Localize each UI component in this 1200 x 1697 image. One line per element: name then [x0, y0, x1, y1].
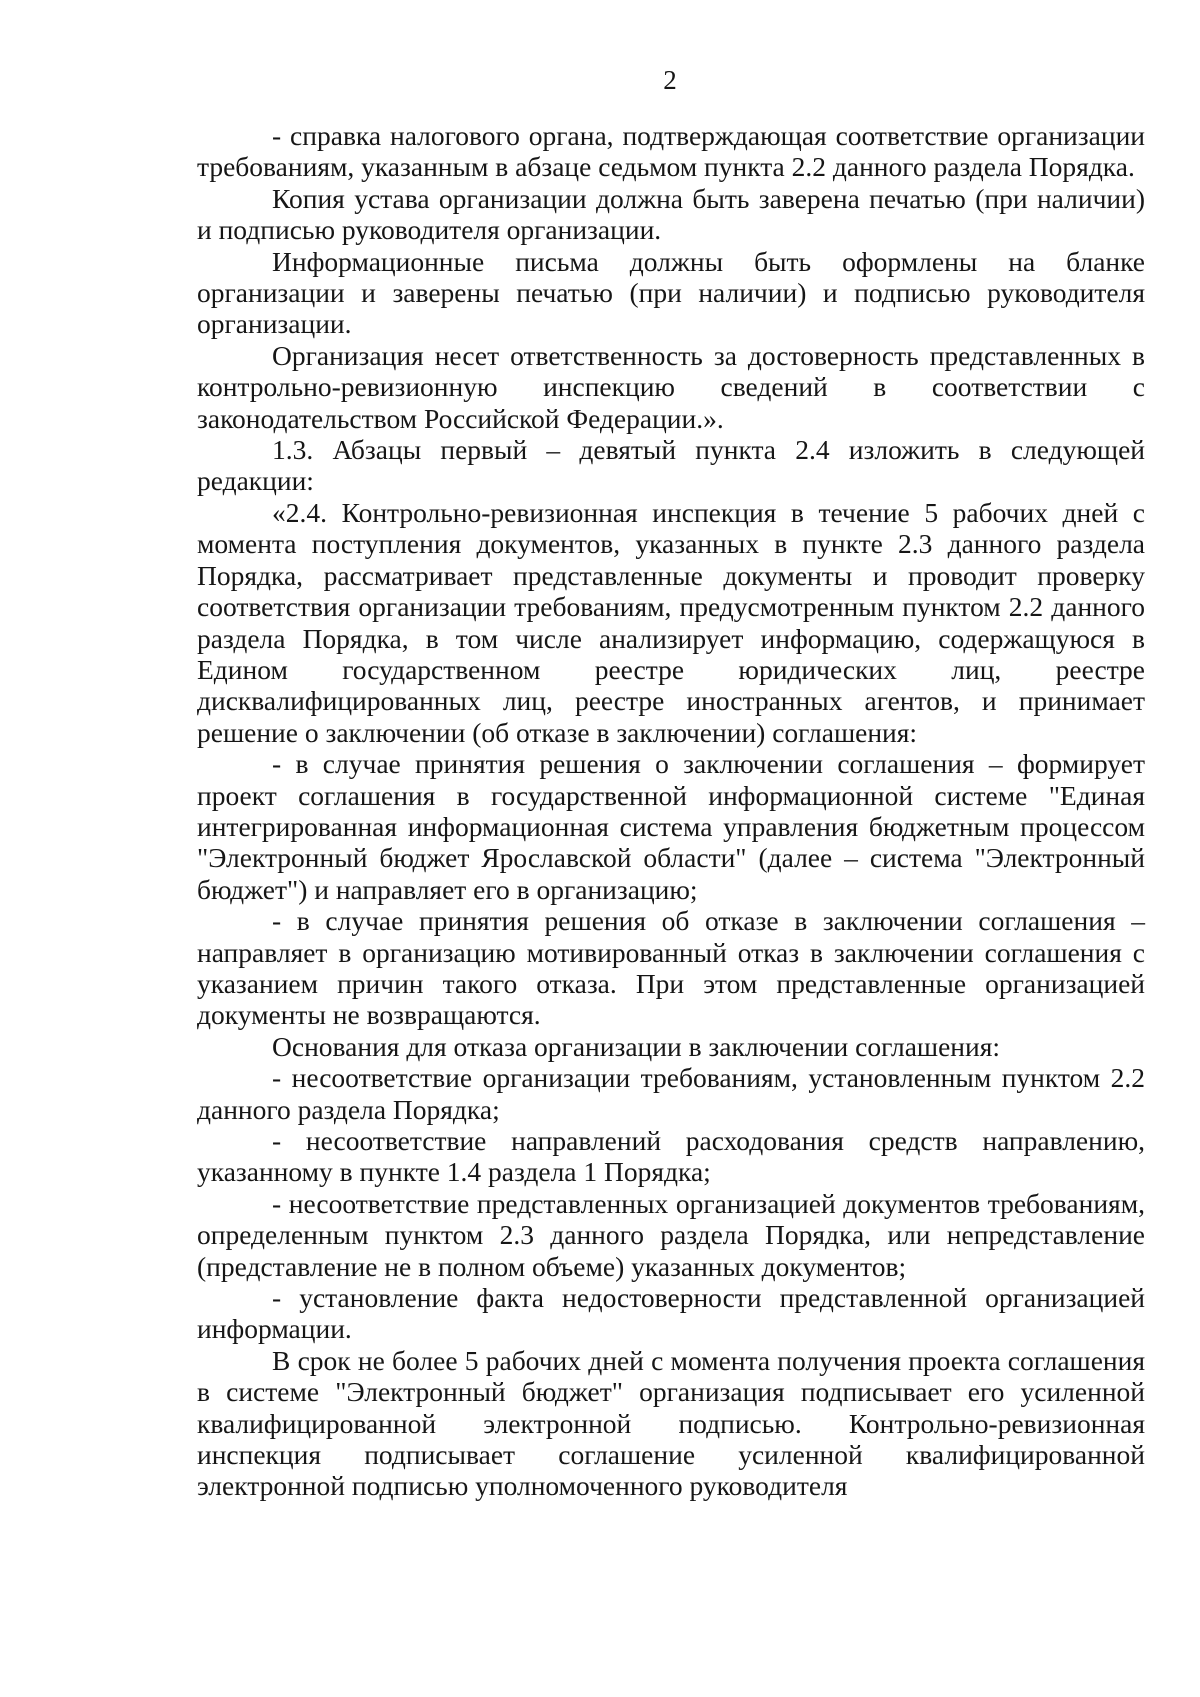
paragraph-refusal-decision: - в случае принятия решения об отказе в заключении соглашения – направляет в организацию мотивированный отказ в заключении соглашения с указанием причин такого отказа. При этом представленные организацией документы не возвращаются.: [197, 905, 1145, 1031]
paragraph-tax-certificate: - справка налогового органа, подтверждающая соответствие организации требованиям, указанным в абзаце седьмом пункта 2.2 данного раздела Порядка.: [197, 120, 1145, 183]
list-item-ground-false-info: - установление факта недостоверности представленной организацией информации.: [197, 1282, 1145, 1345]
list-item-ground-expenses: - несоответствие направлений расходования средств направлению, указанному в пункте 1.4 раздела 1 Порядка;: [197, 1125, 1145, 1188]
body-text: [197, 120, 1145, 1502]
list-item-ground-requirements: - несоответствие организации требованиям, установленным пунктом 2.2 данного раздела Порядка;: [197, 1062, 1145, 1125]
paragraph-amendment-1-3: 1.3. Абзацы первый – девятый пункта 2.4 изложить в следующей редакции:: [197, 434, 1145, 497]
page-number: 2: [663, 65, 677, 95]
paragraph-refusal-grounds: Основания для отказа организации в заключении соглашения:: [272, 1030, 1001, 1062]
paragraph-responsibility: Организация несет ответственность за достоверность представленных в контрольно-ревизионную инспекцию сведений в соответствии с законодательством Российской Федерации.».: [197, 339, 1145, 434]
list-item-ground-documents: - несоответствие представленных организацией документов требованиям, определенным пунктом 2.3 данного раздела Порядка, или непредставление (представление не в полном объеме) указанных документов;: [197, 1187, 1145, 1282]
paragraph-charter-copy: Копия устава организации должна быть заверена печатью (при наличии) и подписью руководителя организации.: [197, 182, 1145, 246]
paragraph-information-letters: Информационные письма должны быть оформлены на бланке организации и заверены печатью (при наличии) и подписью руководителя организации.: [197, 245, 1145, 340]
paragraph-signing-deadline: В срок не более 5 рабочих дней с момента получения проекта соглашения в системе "Электронный бюджет" организация подписывает его усиленной квалифицированной электронной подписью. Контрольно-ревизионная инспекция подписывает соглашение усиленной квалифицированной электронной подписью уполномоченного руководителя: [197, 1344, 1145, 1502]
paragraph-clause-2-4: «2.4. Контрольно-ревизионная инспекция в течение 5 рабочих дней с момента поступления документов, указанных в пункте 2.3 данного раздела Порядка, рассматривает представленные документы и проводит проверку соответствия организации требованиям, предусмотренным пунктом 2.2 данного раздела Порядка, в том числе анализирует информацию, содержащуюся в Едином государственном реестре юридических лиц, реестре дисквалифицированных лиц, реестре иностранных агентов, и принимает решение о заключении (об отказе в заключении) соглашения:: [197, 496, 1145, 748]
paragraph-conclusion-decision: - в случае принятия решения о заключении соглашения – формирует проект соглашения в государственной информационной системе "Единая интегрированная информационная система управления бюджетным процессом "Электронный бюджет Ярославской области" (далее – система "Электронный бюджет") и направляет его в организацию;: [197, 748, 1145, 905]
